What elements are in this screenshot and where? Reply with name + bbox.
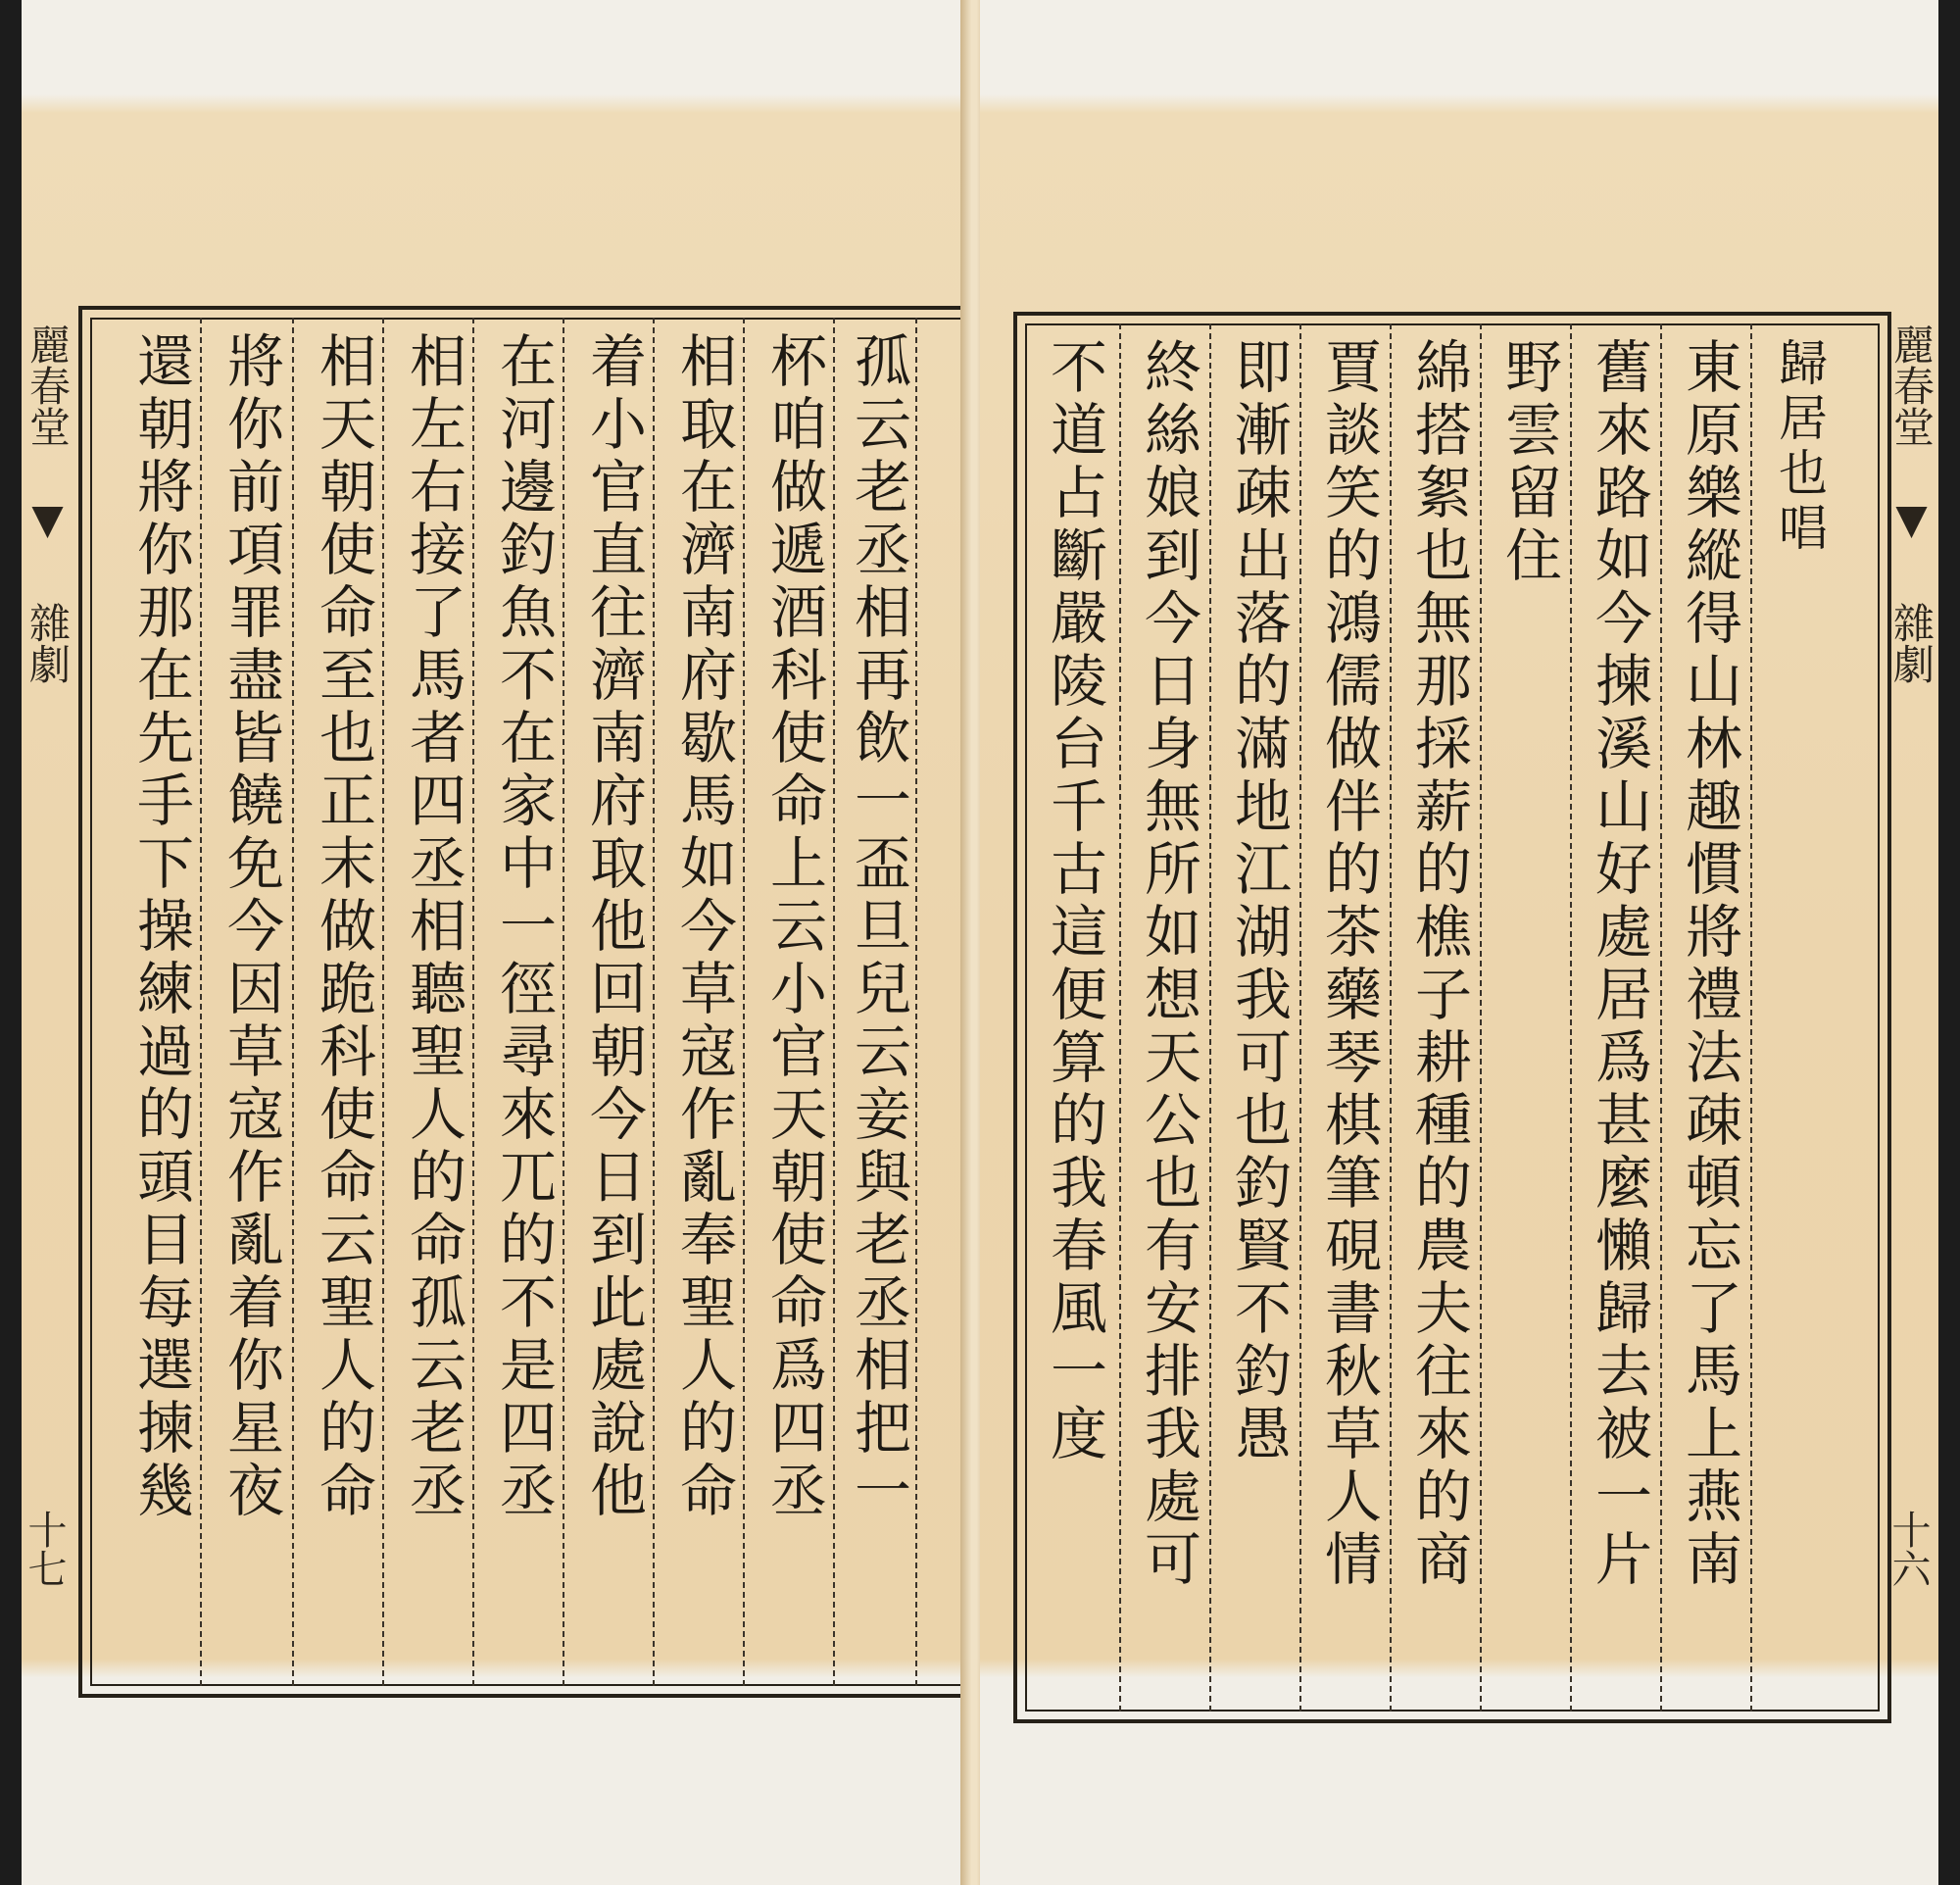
right-column-4: 野雲留住 — [1495, 337, 1562, 588]
right-column-9: 不道占斷嚴陵台千古這便算的我春風一度 — [1041, 337, 1107, 1466]
left-column-5: 在河邊釣魚不在家中一徑尋來兀的不是四丞 — [490, 331, 557, 1523]
right-folio-number: 十六 — [1886, 1510, 1931, 1588]
left-folio-number: 十七 — [22, 1510, 67, 1588]
right-column-8: 終絲娘到今日身無所如想天公也有安排我處可 — [1135, 337, 1201, 1592]
left-column-3: 相取在濟南府歇馬如今草寇作亂奉聖人的命 — [670, 331, 737, 1523]
left-column-1: 孤云老丞相再飲一盃旦兒云妾與老丞相把一 — [845, 331, 911, 1523]
left-text-frame — [78, 306, 980, 1698]
left-column-6: 相左右接了馬者四丞相聽聖人的命孤云老丞 — [400, 331, 466, 1523]
left-margin-title: 麗春堂 — [24, 323, 72, 447]
left-column-7: 相天朝使命至也正末做跪科使命云聖人的命 — [310, 331, 376, 1523]
right-margin-section: 雜劇 — [1887, 602, 1936, 684]
right-text-frame — [1013, 312, 1891, 1723]
right-margin-title: 麗春堂 — [1887, 323, 1936, 447]
left-column-4: 着小官直往濟南府取他回朝今日到此處說他 — [580, 331, 647, 1523]
left-column-2: 杯咱做遞酒科使命上云小官天朝使命爲四丞 — [760, 331, 827, 1523]
left-margin-strip — [22, 323, 73, 1715]
left-margin-section: 雜劇 — [24, 602, 72, 684]
right-column-1: 歸居也唱 — [1771, 337, 1828, 557]
left-page — [22, 0, 972, 1885]
left-fish-tail-icon: ▼ — [24, 495, 72, 543]
right-margin-strip — [1886, 323, 1936, 1715]
right-column-7: 即漸疎出落的滿地江湖我可也釣賢不釣愚 — [1225, 337, 1292, 1466]
right-column-2: 東原樂縱得山林趣慣將禮法疎頓忘了馬上燕南 — [1676, 337, 1742, 1592]
right-column-5: 綿搭絮也無那採薪的樵子耕種的農夫往來的商 — [1405, 337, 1472, 1592]
right-column-3: 舊來路如今揀溪山好處居爲甚麼懶歸去被一片 — [1586, 337, 1652, 1592]
right-column-6: 賈談笑的鴻儒做伴的茶藥琴棋筆硯書秋草人情 — [1315, 337, 1382, 1592]
right-page — [980, 0, 1938, 1885]
left-column-9: 還朝將你那在先手下操練過的頭目每選揀幾 — [127, 331, 194, 1523]
right-fish-tail-icon: ▼ — [1887, 495, 1936, 543]
left-column-8: 將你前項罪盡皆饒免今因草寇作亂着你星夜 — [218, 331, 284, 1523]
